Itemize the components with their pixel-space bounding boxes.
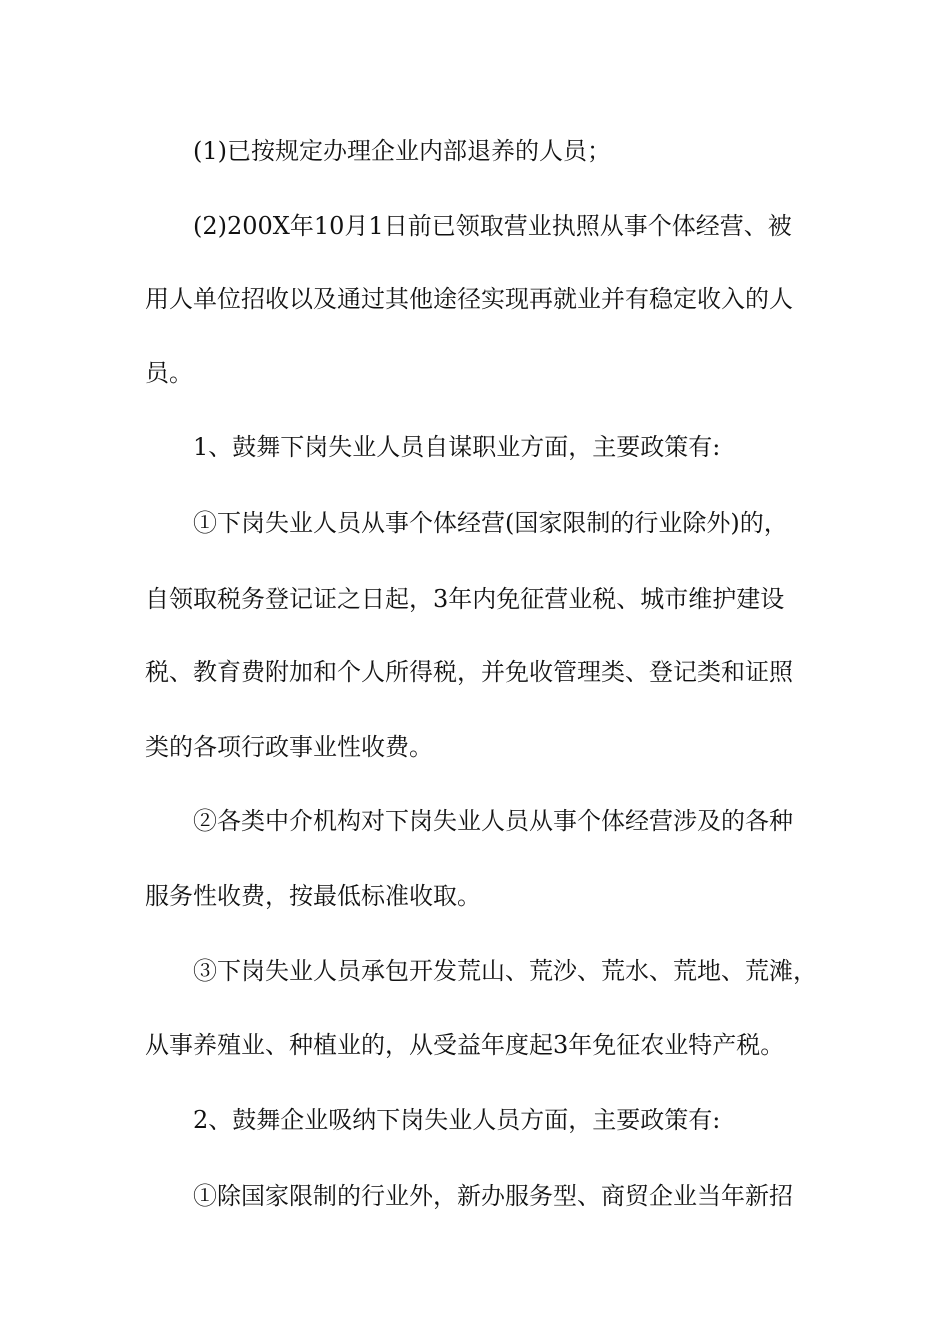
paragraph-line: 服务性收费，按最低标准收取。 [145,882,481,910]
paragraph-line: ②各类中介机构对下岗失业人员从事个体经营涉及的各种 [193,807,793,835]
paragraph-line: ③下岗失业人员承包开发荒山、荒沙、荒水、荒地、荒滩， [193,957,817,985]
paragraph-line: 类的各项行政事业性收费。 [145,733,433,761]
paragraph-line: 2、鼓舞企业吸纳下岗失业人员方面，主要政策有: [193,1106,721,1134]
paragraph-line: ①除国家限制的行业外，新办服务型、商贸企业当年新招 [193,1182,793,1210]
paragraph-line: 自领取税务登记证之日起，3年内免征营业税、城市维护建设 [145,585,785,613]
paragraph-line: (2)200X年10月1日前已领取营业执照从事个体经营、被 [193,212,792,240]
paragraph-line: 员。 [145,359,193,387]
paragraph-line: 税、教育费附加和个人所得税，并免收管理类、登记类和证照 [145,658,793,686]
paragraph-line: ①下岗失业人员从事个体经营(国家限制的行业除外)的， [193,509,788,537]
paragraph-line: (1)已按规定办理企业内部退养的人员； [193,137,611,165]
paragraph-line: 1、鼓舞下岗失业人员自谋职业方面，主要政策有: [193,433,721,461]
paragraph-line: 用人单位招收以及通过其他途径实现再就业并有稳定收入的人 [145,285,793,313]
paragraph-line: 从事养殖业、种植业的，从受益年度起3年免征农业特产税。 [145,1031,785,1059]
